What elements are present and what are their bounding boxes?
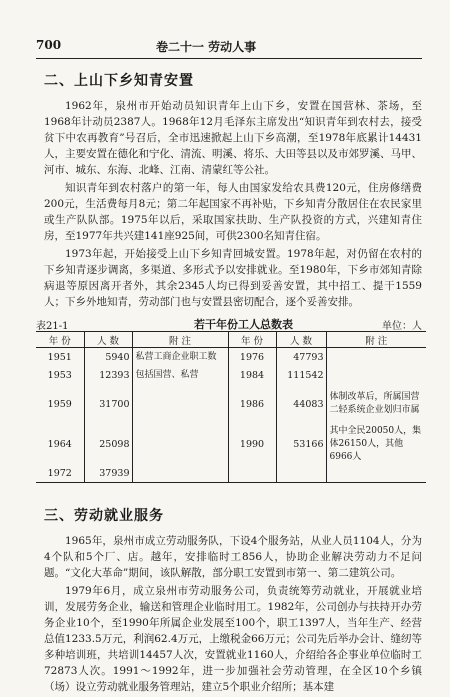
cell-year	[228, 464, 276, 483]
cell-note: 体制改革后，所属国营二轻系统企业划归市属	[329, 392, 420, 415]
cell-count: 53166	[276, 424, 326, 464]
col-header-note: 附 注	[132, 332, 228, 348]
paragraph: 1973年起，开始接受上山下乡知青回城安置。1978年起，对仍留在农村的下乡知青逐步调离，多渠道、多形式予以安排就业。至1980年，下乡市郊知青除病退等原因离开者外，其余2345人均已得到妥善安置，其中招工、提干1559人；下乡外地知青，劳动部门也与安置县密切配合，逐个妥善安排。	[44, 248, 422, 308]
cell-year: 1951	[36, 348, 84, 367]
paragraph: 1965年，泉州市成立劳动服务队，下设4个服务站，从业人员1104人，分为4个队和5个厂、店。越年，安排临时工856人，协助企业解决劳动力不足问题。“文化大革命”期间，该队解散，部分职工安置到市第一、第二建筑公司。	[44, 535, 422, 579]
paragraph: 1962年，泉州市开始动员知识青年上山下乡，安置在国营林、茶场，至1968年计动员2387人。1968年12月毛泽东主席发出“知识青年到农村去，接受贫下中农再教育”号召后，全市迅速掀起上山下乡高潮，至1978年底累计14431人，主要安置在德化和宁化、清流、明溪、将乐、大田等县以及市郊罗溪、马甲、河市、城东、东海、北峰、江南、清蒙红等公社。	[44, 100, 422, 176]
table-header-row	[36, 332, 426, 348]
cell-note	[132, 384, 228, 424]
table-title: 若干年份工人总数表	[194, 318, 293, 331]
page-content	[36, 70, 422, 697]
cell-count	[276, 464, 326, 483]
cell-count: 31700	[84, 384, 132, 424]
table-number: 表21-1	[36, 321, 69, 332]
col-header-count: 人 数	[276, 332, 326, 348]
page-number: 700	[36, 38, 62, 52]
workers-table	[36, 331, 426, 483]
table-row	[36, 424, 426, 464]
cell-count: 12393	[84, 366, 132, 384]
cell-count: 37939	[84, 464, 132, 483]
cell-note: 其中全民20050人，集体26150人，其他6966人	[329, 425, 422, 462]
cell-year: 1972	[36, 464, 84, 483]
col-header-year: 年 份	[36, 332, 84, 348]
paragraph: 1979年6月，成立泉州市劳动服务公司，负责统筹劳动就业，开展就业培训，发展劳务企业，输送和管理企业临时用工。1982年，公司创办与扶持开办劳务企业10个，至1990年所属企业发展至100个，职工1397人，当年生产、经营总值1233.5万元，利润62.4万元，上缴税金66万元；公司先后举办会计、缝纫等多种培训班，共培训14457人次，安置就业1160人，介绍给各企事业单位临时工72873人次。1991～1992年，进一步加强社会劳动管理，在全区10个乡镇（场）设立劳动就业服务管理站，建立5个职业介绍所；基本建	[44, 585, 422, 693]
cell-year: 1984	[228, 366, 276, 384]
cell-year: 1964	[36, 424, 84, 464]
cell-year: 1990	[228, 424, 276, 464]
cell-count: 47793	[276, 348, 326, 367]
cell-count: 111542	[276, 366, 326, 384]
cell-count: 5940	[84, 348, 132, 367]
cell-year: 1976	[228, 348, 276, 367]
cell-note	[132, 424, 228, 464]
col-header-year: 年 份	[228, 332, 276, 348]
header-rule	[36, 58, 422, 59]
paragraph: 知识青年到农村落户的第一年，每人由国家发给农具费120元，住房修缮费200元，生活费每月8元；第二年起国家不再补贴，下乡知青分散居住在农民家里或生产队队部。1975年以后，采取国家扶助、生产队投资的方式，兴建知青住房，至1977年共兴建141座925间，可供2300名知青住宿。	[44, 182, 422, 242]
cell-count: 25098	[84, 424, 132, 464]
table-row	[36, 464, 426, 483]
table-row	[36, 384, 426, 424]
cell-note: 包括国营、私营	[132, 366, 228, 384]
cell-year: 1959	[36, 384, 84, 424]
cell-note	[132, 464, 228, 483]
table-row	[36, 348, 426, 367]
cell-year: 1953	[36, 366, 84, 384]
cell-count: 44083	[276, 384, 326, 424]
chapter-title: 卷二十一 劳动人事	[156, 40, 257, 54]
cell-note: 私营工商企业职工数	[132, 348, 228, 367]
section-heading-rustication: 二、上山下乡知青安置	[44, 73, 194, 89]
section-heading-employment: 三、劳动就业服务	[44, 508, 164, 524]
page-header	[36, 38, 422, 56]
col-header-count: 人 数	[84, 332, 132, 348]
table-caption	[36, 315, 422, 332]
cell-note	[326, 348, 426, 385]
table-unit: 单位：人	[382, 321, 422, 332]
col-header-note: 附 注	[326, 332, 426, 348]
cell-year: 1986	[228, 384, 276, 424]
cell-note	[326, 464, 426, 483]
